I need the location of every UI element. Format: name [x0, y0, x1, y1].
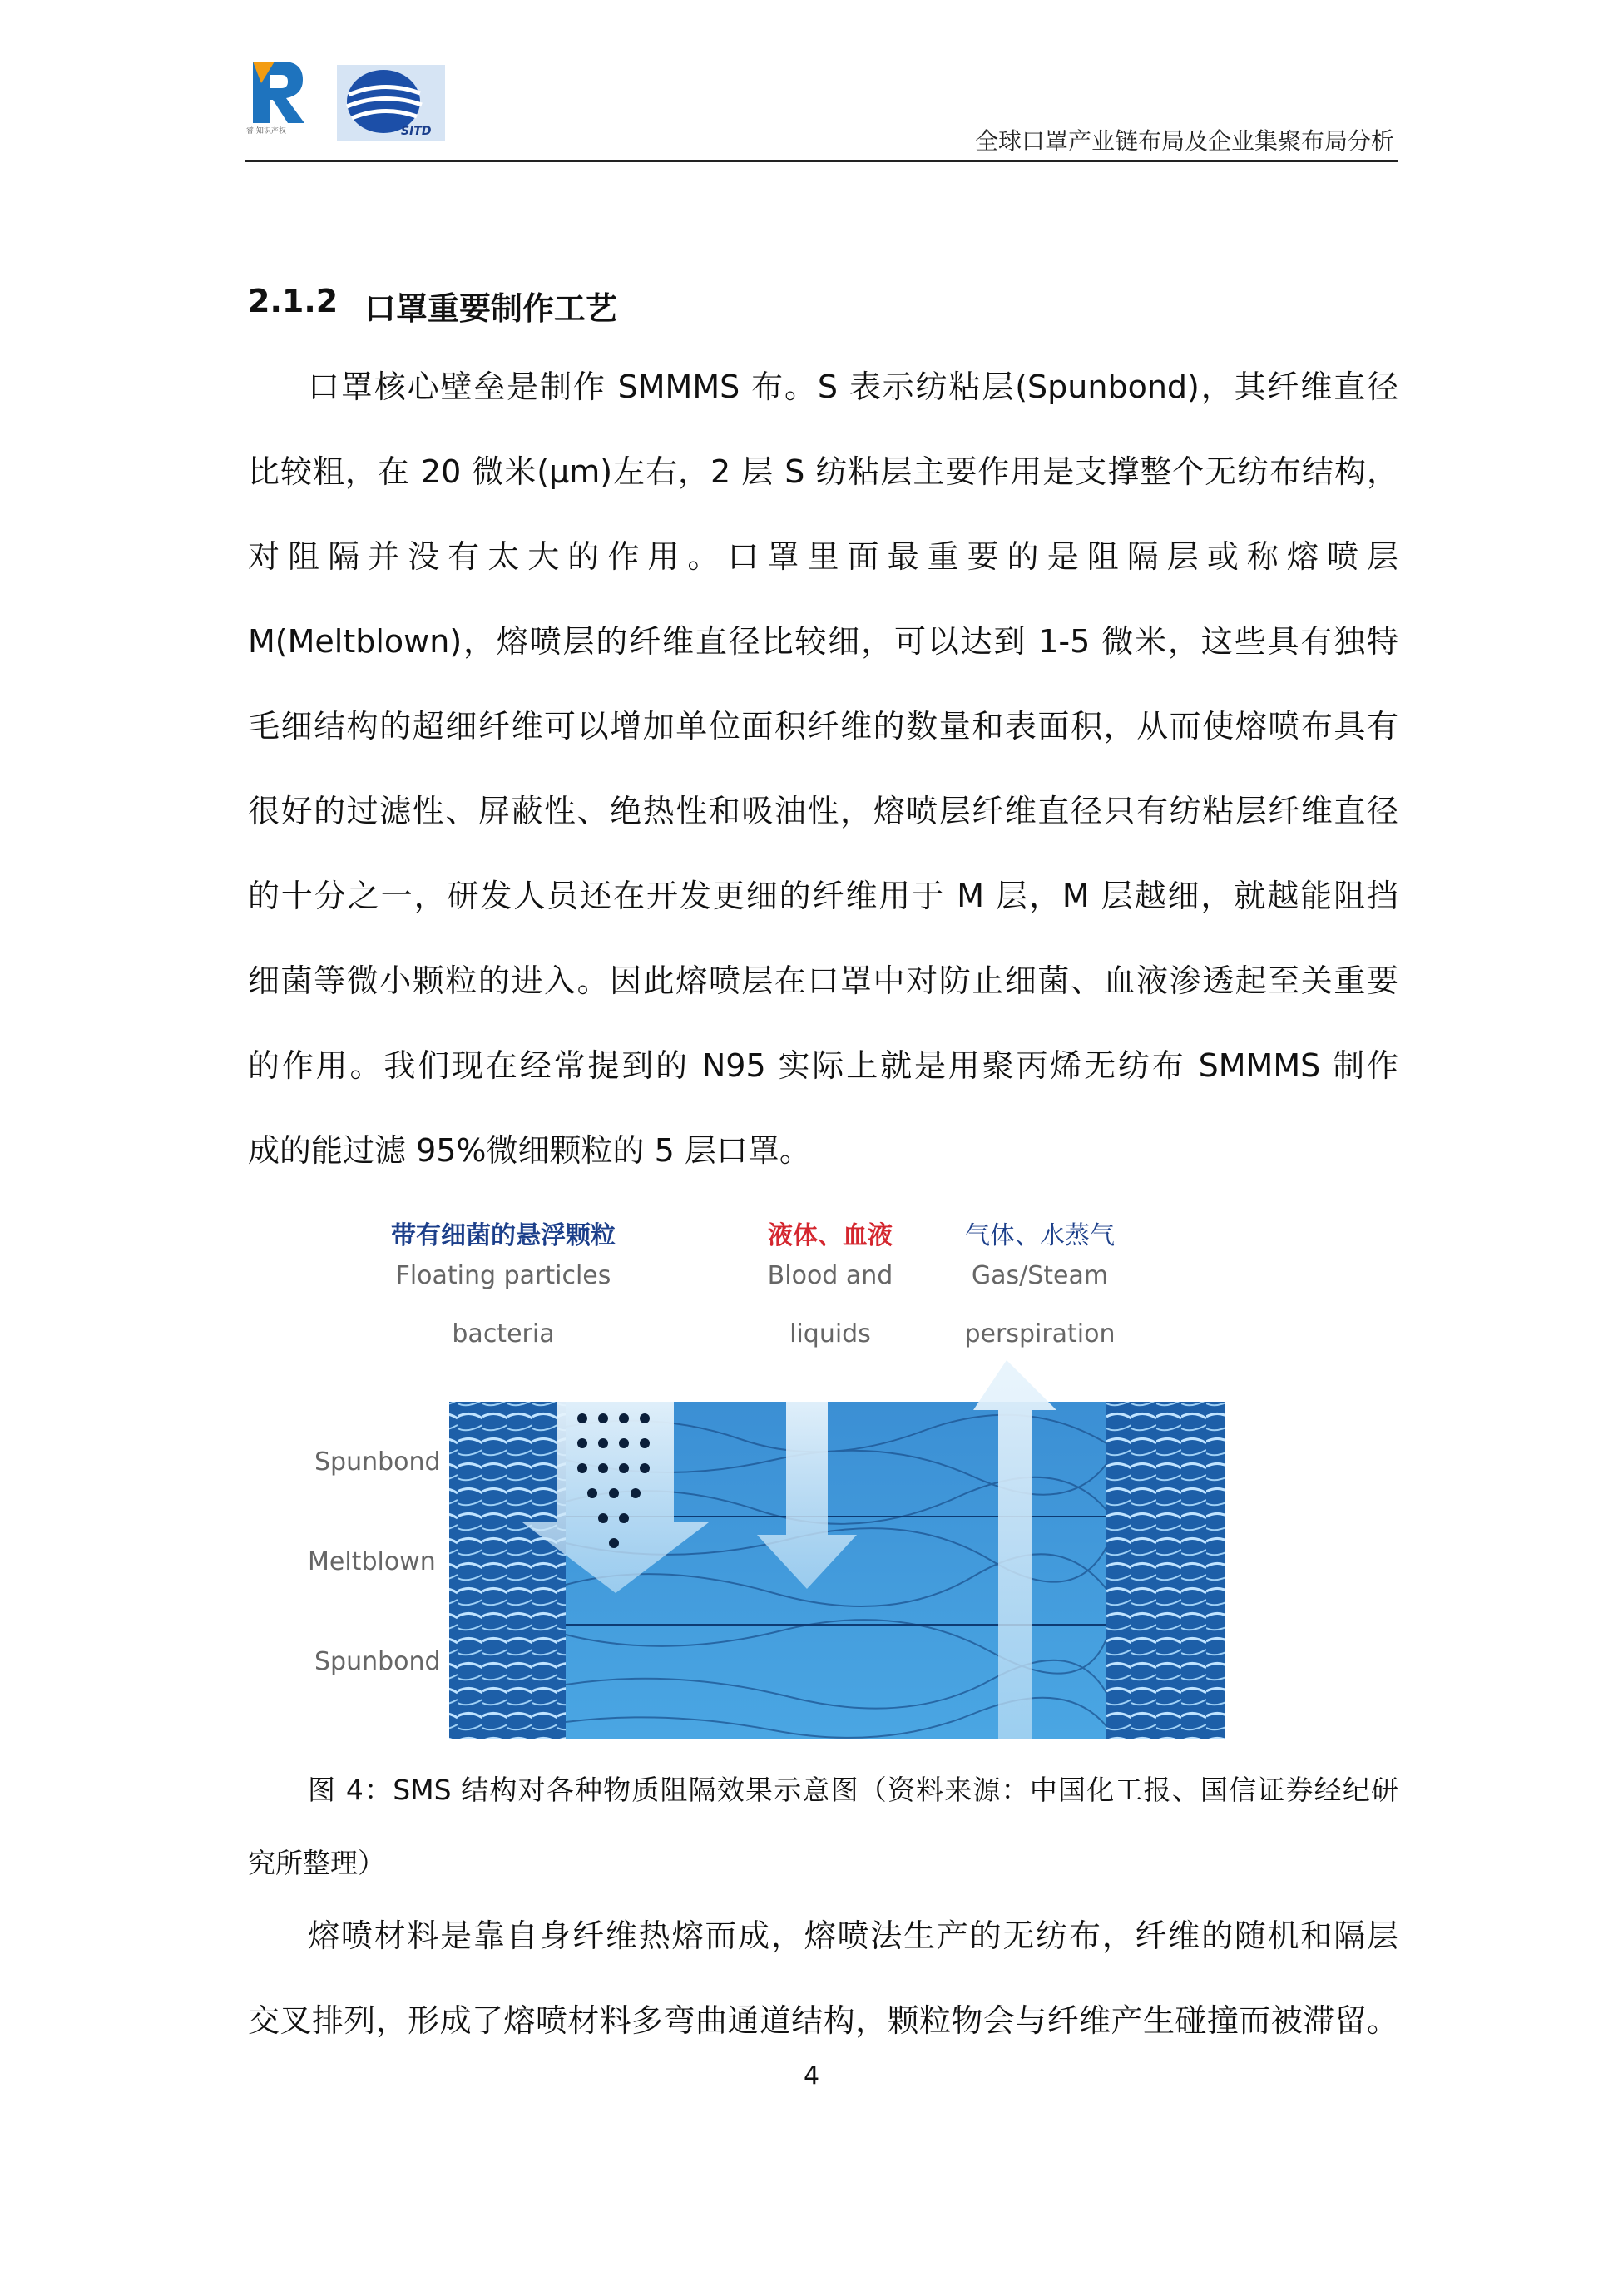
- header-divider: [245, 160, 1398, 162]
- header-title: 全球口罩产业链布局及企业集聚布局分析: [974, 127, 1394, 155]
- col3-en-label-1: Gas/Steam: [971, 1261, 1109, 1290]
- sitd-logo-caption: SITD: [401, 125, 432, 138]
- col2-cn-label: 液体、血液: [768, 1221, 893, 1250]
- fiber-texture-right: [1106, 1402, 1225, 1739]
- col1-cn-label: 带有细菌的悬浮颗粒: [391, 1221, 616, 1250]
- figure-caption-line: 图 4：SMS 结构对各种物质阻隔效果示意图（资料来源：中国化工报、国信证券经纪研: [308, 1774, 1398, 1806]
- paragraph-line: 细菌等微小颗粒的进入。因此熔喷层在口罩中对防止细菌、血液渗透起至关重要: [248, 962, 1398, 999]
- col3-en-label-2: perspiration: [964, 1319, 1116, 1348]
- col1-en-label-2: bacteria: [452, 1319, 555, 1348]
- layer-label-spunbond-bottom: Spunbond: [314, 1647, 441, 1676]
- paragraph-line: 毛细结构的超细纤维可以增加单位面积纤维的数量和表面积，从而使熔喷布具有: [248, 708, 1398, 745]
- section-number: 2.1.2: [248, 283, 339, 319]
- paragraph-line: 的作用。我们现在经常提到的 N95 实际上就是用聚丙烯无纺布 SMMMS 制作: [248, 1047, 1398, 1084]
- col2-en-label-2: liquids: [789, 1319, 871, 1348]
- paragraph-line: 交叉排列，形成了熔喷材料多弯曲通道结构，颗粒物会与纤维产生碰撞而被滞留。: [248, 2002, 1398, 2039]
- paragraph-line: 的十分之一，研发人员还在开发更细的纤维用于 M 层，M 层越细，就越能阻挡: [248, 878, 1398, 914]
- paragraph-line: M(Meltblown)，熔喷层的纤维直径比较细，可以达到 1-5 微米，这些具有独特: [248, 623, 1398, 660]
- layer-label-meltblown: Meltblown: [308, 1547, 436, 1576]
- paragraph-line: 熔喷材料是靠自身纤维热熔而成，熔喷法生产的无纺布，纤维的随机和隔层: [308, 1917, 1398, 1954]
- r-logo-icon: [250, 58, 309, 125]
- col3-cn-label: 气体、水蒸气: [965, 1221, 1115, 1250]
- paragraph-line: 对阻隔并没有太大的作用。口罩里面最重要的是阻隔层或称熔喷层: [248, 538, 1398, 575]
- section-title: 口罩重要制作工艺: [364, 290, 618, 327]
- paragraph-line: 比较粗，在 20 微米(μm)左右，2 层 S 纺粘层主要作用是支撑整个无纺布结构，: [248, 453, 1398, 490]
- paragraph-line: 口罩核心壁垒是制作 SMMMS 布。S 表示纺粘层(Spunbond)，其纤维直径: [308, 369, 1398, 405]
- col1-en-label-1: Floating particles: [395, 1261, 611, 1290]
- paragraph-line: 成的能过滤 95%微细颗粒的 5 层口罩。: [248, 1132, 811, 1169]
- page-number: 4: [803, 2061, 820, 2091]
- col2-en-label-1: Blood and: [767, 1261, 893, 1290]
- sms-structure-figure: [308, 1210, 1231, 1743]
- r-logo-caption: 睿 知识产权: [246, 127, 286, 136]
- fiber-texture-left: [449, 1402, 566, 1739]
- paragraph-line: 很好的过滤性、屏蔽性、绝热性和吸油性，熔喷层纤维直径只有纺粘层纤维直径: [248, 793, 1398, 829]
- figure-caption-line: 究所整理）: [248, 1847, 385, 1879]
- layer-label-spunbond-top: Spunbond: [314, 1447, 441, 1477]
